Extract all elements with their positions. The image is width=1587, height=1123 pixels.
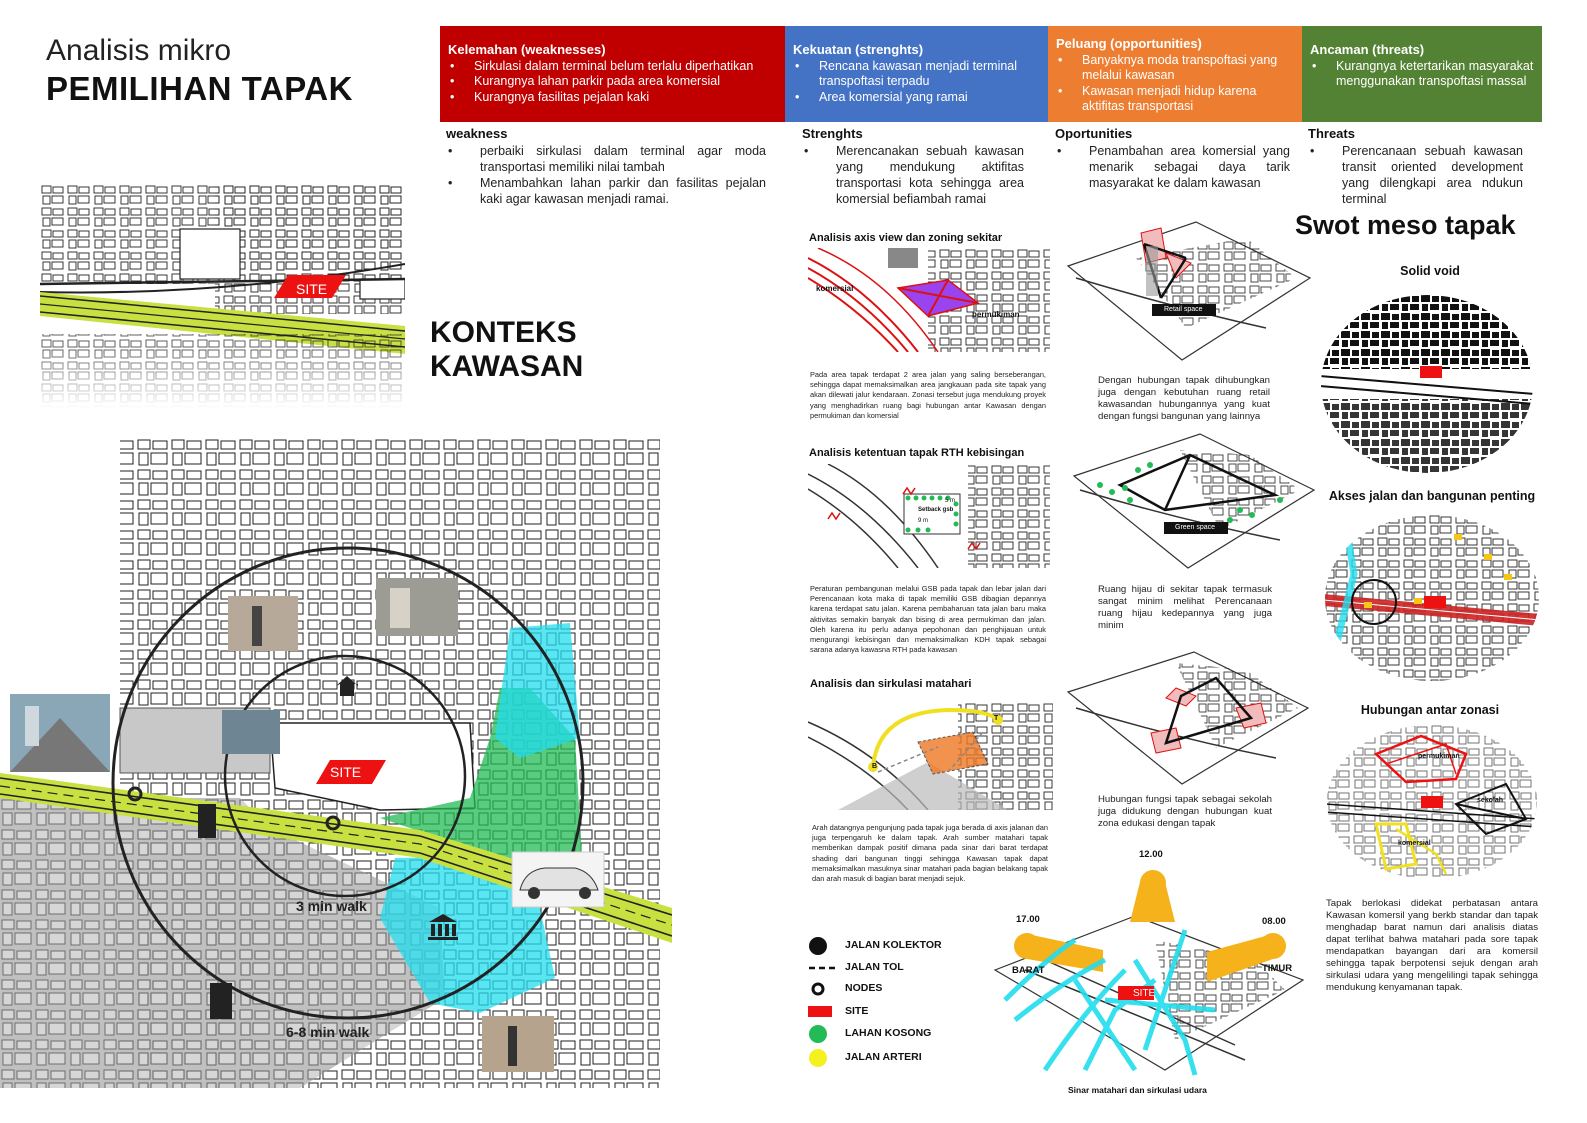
rth-analysis-title: Analisis ketentuan tapak RTH kebisingan <box>809 447 1025 459</box>
axis-komersial-label: komersial <box>816 284 854 293</box>
swot-opportunities-item: • Kawasan menjadi hidup karena aktifitas transportasi <box>1056 84 1294 115</box>
strategy-item: • Penambahan area komersial yang menarik sebagai daya tarik masyarakat ke dalam kawasan <box>1055 143 1290 191</box>
swot-strengths-item: • Area komersial yang ramai <box>793 90 1040 106</box>
swot-weaknesses-item: • Kurangnya fasilitas pejalan kaki <box>448 90 777 106</box>
legend-label: LAHAN KOSONG <box>845 1027 932 1039</box>
retail-iso-diagram <box>1066 218 1312 364</box>
walk-3-label: 3 min walk <box>296 898 367 914</box>
strategy-threats-title: Threats <box>1308 126 1355 141</box>
sun-circulation-diagram <box>808 702 1053 810</box>
swot-opportunities-item: • Banyaknya moda transpoftasi yang melalui kawasan <box>1056 53 1294 84</box>
konteks-title: KONTEKS KAWASAN <box>430 316 584 383</box>
strategy-threats <box>1308 126 1523 207</box>
axis-analysis-text: Pada area tapak terdapat 2 area jalan yang saling berseberangan, sehingga dapat memaksimalkan area jangkauan pada site tapak yang akan dilewati jalur kendaraan. Zonasi tersebut juga mendukung proyek yang menghadirkan ruang bagi hubungan antar Kawasan dengan permukiman dan komersial <box>810 370 1046 420</box>
site-label: SITE <box>296 281 328 297</box>
swot-opportunities-box <box>1048 26 1302 122</box>
strategy-item: • perbaiki sirkulasi dalam terminal agar moda transportasi memiliki nilai tambah <box>446 143 766 175</box>
swot-threats-title: Ancaman (threats) <box>1310 42 1425 57</box>
sun-analysis-title: Analisis dan sirkulasi matahari <box>810 678 972 690</box>
swot-strengths-item: • Rencana kawasan menjadi terminal transpoftasi terpadu <box>793 59 1040 90</box>
axis-view-diagram <box>808 248 1050 352</box>
strategy-strengths <box>802 126 1024 207</box>
black-circle-icon <box>808 936 830 956</box>
strategy-weakness-title: weakness <box>446 126 508 141</box>
sun-west-label: B <box>872 763 878 770</box>
west-label: BARAT <box>1012 965 1045 976</box>
walk-6-label: 6-8 min walk <box>286 1024 370 1040</box>
green-text: Ruang hijau di sekitar tapak termasuk sangat minim melihat Perencanaan ruang hijau kedepannya yang juga minim <box>1098 584 1272 631</box>
legend-item <box>808 979 1008 997</box>
yellow-circle-icon <box>808 1048 830 1068</box>
strategy-opportunities <box>1055 126 1290 191</box>
context-map-small <box>40 184 405 409</box>
legend-item <box>808 1024 1008 1042</box>
strategy-item: • Perencanaan sebuah kawasan transit oriented development yang dilengkapi area ndukun terminal <box>1308 143 1523 207</box>
strategy-opportunities-title: Oportunities <box>1055 126 1133 141</box>
rth-analysis-text: Peraturan pembangunan melalui GSB pada tapak dan lebar jalan dari Perencanaan kota maka di tapak memiliki GSB dibagian depannya karena terdapat satu jalan. Karena pembaharuan tata jalan baru maka aktivitas semakin banyak dan bising di area permukiman dan jalan. Oleh karena itu perlu adanya pepohonan dan penghijauan untuk mengurangi kebisingan dan memaksimalkan KDH tapak sebagai sarana adanya kawasna RTH pada kawasan <box>810 584 1046 655</box>
swot-weaknesses-item: • Sirkulasi dalam terminal belum terlalu diperhatikan <box>448 59 777 75</box>
zoning-relation-map <box>1326 724 1538 880</box>
setback-label: Setback gsb <box>918 507 954 513</box>
swot-weaknesses-title: Kelemahan (weaknesses) <box>448 42 606 57</box>
zone-komersial-label: komersial <box>1398 840 1431 847</box>
retail-text: Dengan hubungan tapak dihubungkan juga dengan kebutuhan ruang retail kawasandan hubungannya yang kuat dengan fungsi bangunan yang lainnya <box>1098 375 1270 422</box>
solid-void-label: Solid void <box>1400 264 1460 278</box>
legend-item <box>808 1048 1008 1066</box>
green-circle-icon <box>808 1024 830 1044</box>
legend-label: NODES <box>845 982 883 994</box>
axis-analysis-title: Analisis axis view dan zoning sekitar <box>809 232 1003 244</box>
legend-label: JALAN KOLEKTOR <box>845 939 942 951</box>
meso-text: Tapak berlokasi didekat perbatasan antara Kawasan komersil yang berkb standar dan tapak menghadap barat namun dari analisis diatas dapat terlihat bahwa matahari pada sore tapak mendapatkan bayangan dari ara komersil sehingga tapak berpotensi sejuk dengan arah sirkulasi udara yang mengelilingi tapak sehingga mendukung kenyamanan tapak. <box>1326 898 1538 993</box>
strategy-item: • Merencanakan sebuah kawasan yang mendukung aktifitas transportasi kota sehingga area komersial befiambah ramai <box>802 143 1024 207</box>
dashed-line-icon <box>808 958 838 978</box>
school-text: Hubungan fungsi tapak sebagai sekolah juga didukung dengan hubungan kuat zona edukasi dengan tapak <box>1098 794 1272 829</box>
setback-5m-label: 5 m <box>945 498 956 504</box>
access-map <box>1324 514 1540 682</box>
setback-9m-label: 9 m <box>918 518 929 524</box>
sun-airflow-caption: Sinar matahari dan sirkulasi udara <box>1068 1085 1207 1095</box>
legend-item <box>808 1002 1008 1020</box>
site-label: SITE <box>330 764 362 780</box>
page-title: PEMILIHAN TAPAK <box>46 70 353 107</box>
legend-item <box>808 936 1008 954</box>
car-photo <box>512 852 604 907</box>
meso-title: Swot meso tapak <box>1295 210 1516 240</box>
time-evening-label: 17.00 <box>1016 914 1040 925</box>
page-subtitle: Analisis mikro <box>46 34 232 67</box>
strategy-item: • Menambahkan lahan parkir dan fasilitas pejalan kaki agar kawasan menjadi ramai. <box>446 175 766 207</box>
sun-east-label: T <box>994 715 999 722</box>
school-iso-diagram <box>1066 648 1310 788</box>
strategy-strengths-title: Strenghts <box>802 126 863 141</box>
solid-void-map <box>1320 294 1534 474</box>
legend-label: SITE <box>845 1005 869 1017</box>
swot-opportunities-title: Peluang (opportunities) <box>1056 36 1202 51</box>
rth-diagram <box>808 464 1050 568</box>
swot-threats-box <box>1302 26 1542 122</box>
building-photo <box>222 710 280 754</box>
street-photo <box>376 578 458 636</box>
legend-label: JALAN TOL <box>845 961 904 973</box>
context-map-large <box>0 438 672 1088</box>
swot-weaknesses-box <box>440 26 785 122</box>
akses-label: Akses jalan dan bangunan penting <box>1328 489 1536 503</box>
axis-permukiman-label: permukiman <box>972 310 1020 319</box>
time-noon-label: 12.00 <box>1139 849 1163 860</box>
east-label: TIMUR <box>1262 963 1293 974</box>
zone-permukiman-label: permukiman <box>1418 753 1460 760</box>
pedestrian-photo <box>228 596 298 651</box>
time-morning-label: 08.00 <box>1262 916 1286 927</box>
legend-item <box>808 958 1008 976</box>
pedestrian-photo <box>482 1016 554 1072</box>
site-label: SITE <box>1133 988 1156 999</box>
hubungan-label: Hubungan antar zonasi <box>1360 703 1500 717</box>
swot-threats-item: • Kurangnya ketertarikan masyarakat menggunakan transpoftasi massal <box>1310 59 1534 90</box>
red-rect-icon <box>808 1002 836 1022</box>
street-photo <box>10 694 110 772</box>
green-iso-diagram <box>1070 430 1316 572</box>
retail-space-label: Retail space <box>1164 306 1203 313</box>
swot-strengths-title: Kekuatan (strenghts) <box>793 42 924 57</box>
green-space-label: Green space <box>1175 524 1216 531</box>
legend-label: JALAN ARTERI <box>845 1051 922 1063</box>
swot-weaknesses-item: • Kurangnya lahan parkir pada area komersial <box>448 74 777 90</box>
strategy-weakness <box>446 126 766 207</box>
sun-analysis-text: Arah datangnya pengunjung pada tapak juga berada di axis jalanan dan juga terpengaruh ke dalam tapak. Arah sumber matahari tapak memberikan dampak positif dimana pada sinar dari barat terdapat shading dari bangunan tinggi sehingga Kawasan tapak dapat memaksimalkan masuknya sinar matahari pada bagian belakang tapak dan arah masuk di bagian barat menjadi sejuk. <box>812 823 1048 884</box>
ring-icon <box>808 979 830 999</box>
zone-sekolah-label: sekolah <box>1477 797 1504 804</box>
swot-strengths-box <box>785 26 1048 122</box>
